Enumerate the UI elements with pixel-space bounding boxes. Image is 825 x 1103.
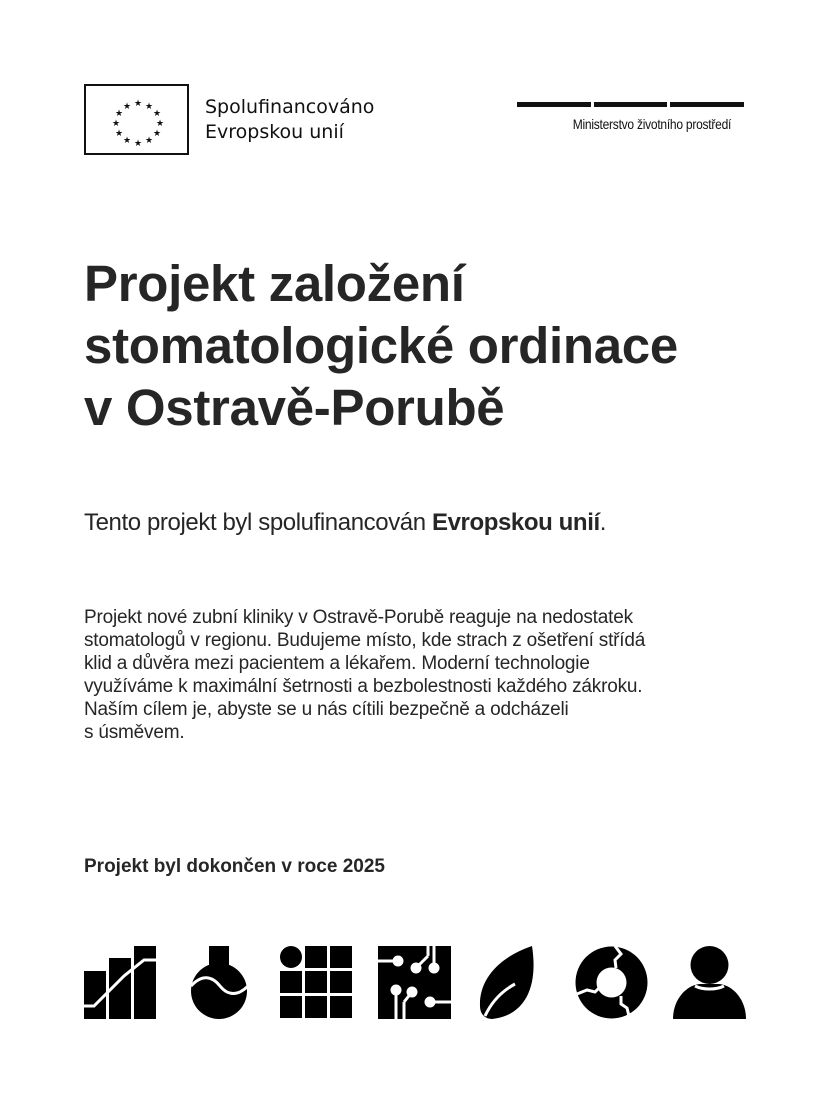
- svg-text:★: ★: [133, 139, 143, 149]
- svg-text:★: ★: [111, 119, 121, 129]
- page-title: [84, 253, 764, 439]
- svg-text:★: ★: [152, 109, 162, 119]
- svg-text:★: ★: [152, 129, 162, 139]
- description-line: s úsměvem.: [84, 722, 185, 743]
- growth-chart-icon: [84, 946, 157, 1019]
- icon-row: [84, 946, 746, 1019]
- project-description: [84, 606, 744, 744]
- eu-cofunding-logo: [84, 84, 374, 155]
- svg-text:★: ★: [114, 129, 124, 139]
- flask-icon: [182, 946, 255, 1019]
- description-line: Naším cílem je, abyste se u nás cítili bezpečně a odcházeli: [84, 699, 569, 720]
- title-line-1: Projekt založení: [84, 255, 465, 312]
- lead-text: Tento projekt byl spolufinancován Evropskou unií.: [84, 509, 607, 536]
- description-line: využíváme k maximální šetrnosti a bezbolestnosti každého zákroku.: [84, 676, 643, 697]
- eu-logo-line1: Spolufinancováno: [205, 95, 375, 118]
- circuit-icon: [378, 946, 451, 1019]
- eu-flag-icon: [84, 84, 189, 155]
- svg-text:★: ★: [122, 102, 132, 112]
- completion-note: Projekt byl dokončen v roce 2025: [84, 856, 385, 877]
- description-line: stomatologů v regionu. Budujeme místo, kde strach z ošetření střídá: [84, 630, 646, 651]
- grid-icon: [280, 946, 353, 1019]
- title-line-3: v Ostravě-Porubě: [84, 379, 505, 436]
- title-line-2: stomatologické ordinace: [84, 317, 678, 374]
- svg-text:★: ★: [144, 102, 154, 112]
- svg-text:★: ★: [133, 99, 143, 109]
- ministry-name: Ministerstvo životního prostředí: [572, 116, 732, 132]
- ministry-logo: [517, 102, 744, 132]
- svg-text:★: ★: [144, 136, 154, 146]
- eu-logo-line2: Evropskou unií: [205, 120, 344, 143]
- cycle-icon: [575, 946, 648, 1019]
- ministry-bars-icon: [517, 102, 744, 107]
- description-line: Projekt nové zubní kliniky v Ostravě-Porubě reaguje na nedostatek: [84, 607, 633, 628]
- leaf-icon: [477, 946, 550, 1019]
- description-line: klid a důvěra mezi pacientem a lékařem. Moderní technologie: [84, 653, 590, 674]
- svg-text:★: ★: [114, 109, 124, 119]
- person-icon: [673, 946, 746, 1019]
- svg-text:★: ★: [155, 119, 165, 129]
- lead-emphasis: Evropskou unií: [431, 509, 600, 536]
- svg-text:★: ★: [122, 136, 132, 146]
